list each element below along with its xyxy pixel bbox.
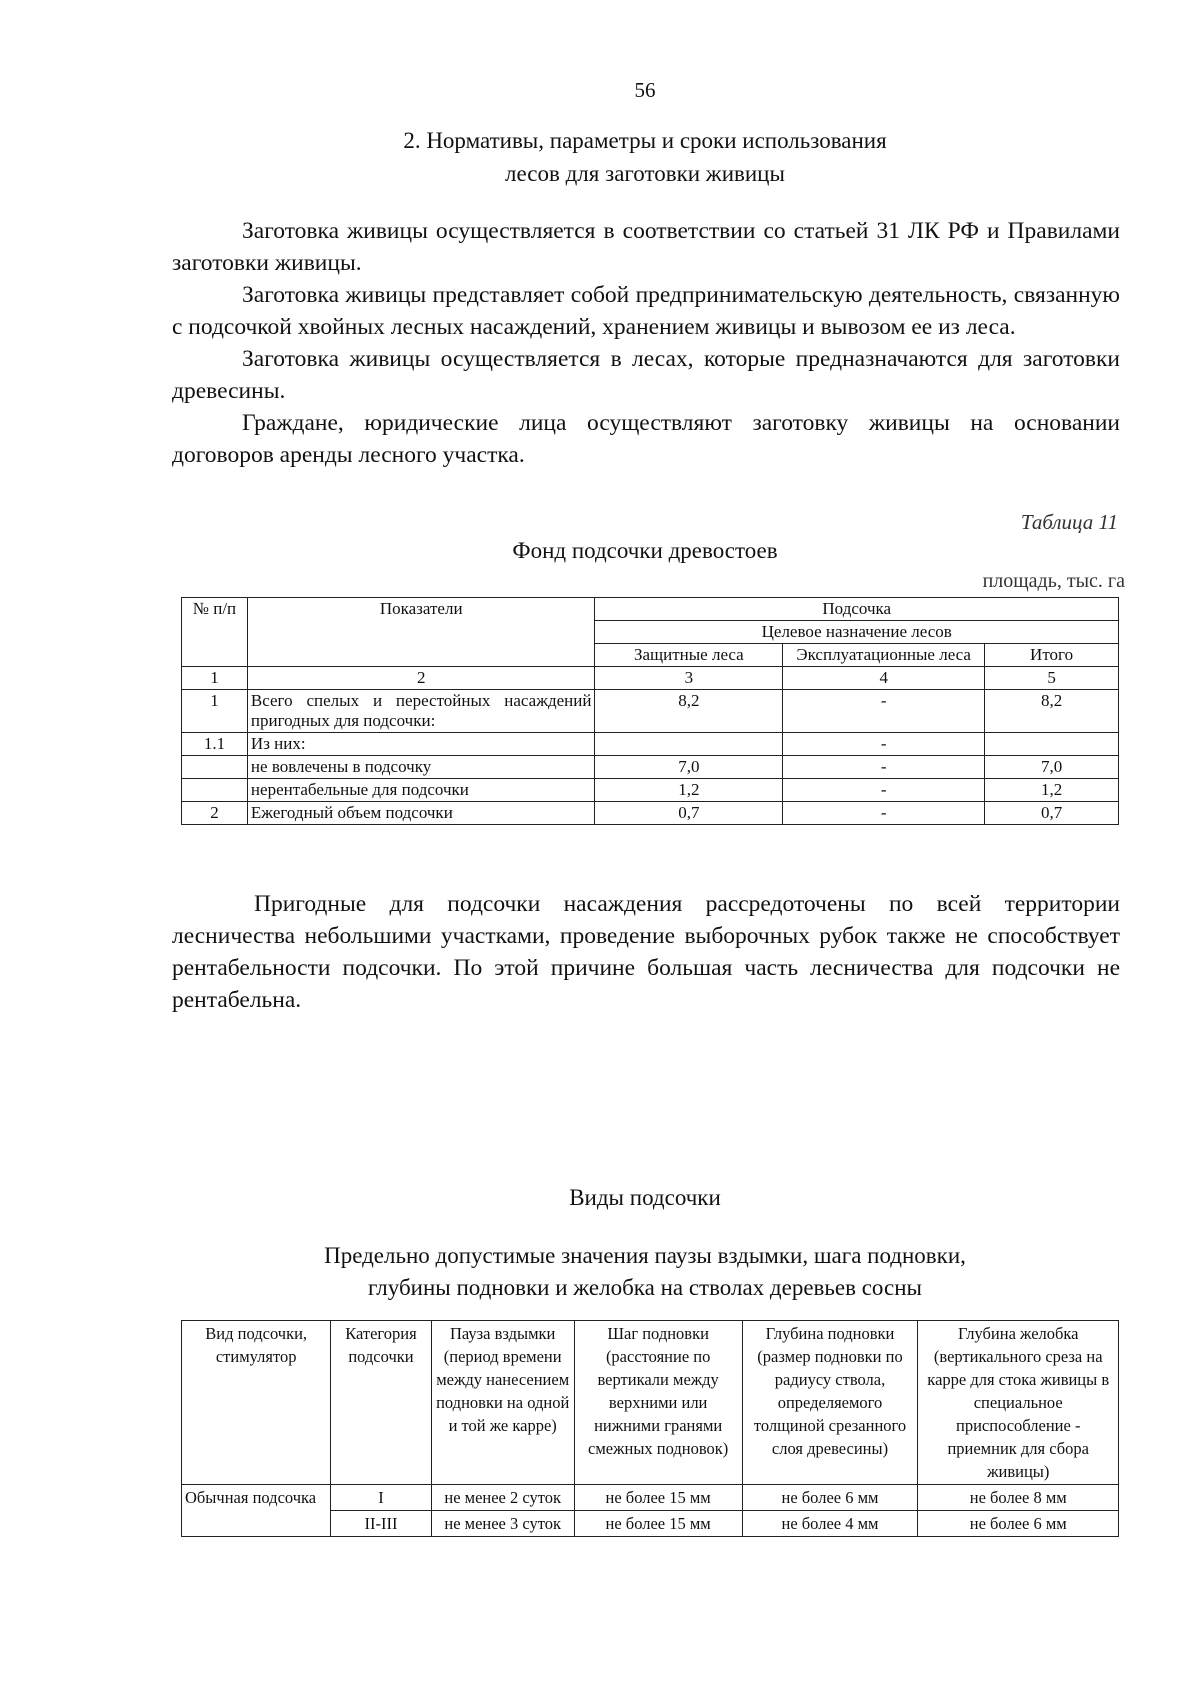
table-title: Фонд подсочки древостоев <box>512 538 778 563</box>
column-number: 1 <box>182 667 248 690</box>
row-name: Всего спелых и перестойных насаждений пригодных для подсочки: <box>247 690 595 733</box>
header-cell: № п/п <box>182 598 248 667</box>
header-cell: Подсочка <box>595 598 1119 621</box>
cell-protective: 0,7 <box>595 802 783 825</box>
row-name: не вовлечены в подсочку <box>247 756 595 779</box>
column-number-row <box>182 667 1119 690</box>
cell-total: 7,0 <box>985 756 1119 779</box>
cell-exploitation: - <box>783 756 985 779</box>
cell-protective: 8,2 <box>595 690 783 733</box>
header-cell: Категория подсочки <box>331 1321 431 1485</box>
header-cell: Глубина желобка (вертикального среза на карре для стока живицы в специальное приспособление - приемник для сбора живицы) <box>918 1321 1119 1485</box>
cell-depth: не более 4 мм <box>742 1511 918 1537</box>
cell-exploitation: - <box>783 802 985 825</box>
header-cell: Эксплуатационные леса <box>783 644 985 667</box>
paragraph: Пригодные для подсочки насаждения рассредоточены по всей территории лесничества небольшими участками, проведение выборочных рубок также не способствует рентабельности подсочки. По этой причине большая часть лесничества для подсочки не рентабельна. <box>172 891 1120 1013</box>
table-row <box>182 756 1119 779</box>
header-cell: Вид подсочки, стимулятор <box>182 1321 331 1485</box>
cell-groove: не более 8 мм <box>918 1485 1119 1511</box>
tapping-norms-table <box>181 1320 1119 1537</box>
header-cell: Шаг подновки (расстояние по вертикали между верхними или нижними гранями смежных подновок) <box>574 1321 742 1485</box>
header-cell: Пауза вздымки (период времени между нанесением подновки на одной и той же карре) <box>431 1321 574 1485</box>
row-name: нерентабельные для подсочки <box>247 779 595 802</box>
section2-subtitle <box>0 1240 1200 1304</box>
cell-pause: не менее 3 суток <box>431 1511 574 1537</box>
cell-protective: 1,2 <box>595 779 783 802</box>
subtitle-line: Предельно допустимые значения паузы вздымки, шага подновки, <box>324 1243 966 1268</box>
table-label: Таблица 11 <box>1020 510 1118 534</box>
paragraph: Заготовка живицы осуществляется в лесах, которые предназначаются для заготовки древесины. <box>172 346 1120 404</box>
row-num <box>182 756 248 779</box>
section-title-line: 2. Нормативы, параметры и сроки использования <box>403 128 887 153</box>
table-row <box>182 1485 1119 1511</box>
header-cell: Итого <box>985 644 1119 667</box>
column-number: 4 <box>783 667 985 690</box>
table-row <box>182 733 1119 756</box>
cell-exploitation: - <box>783 733 985 756</box>
table-row <box>182 802 1119 825</box>
table-row <box>182 779 1119 802</box>
cell-total: 0,7 <box>985 802 1119 825</box>
cell-step: не более 15 мм <box>574 1511 742 1537</box>
resin-fund-table <box>181 597 1119 825</box>
tapping-type: Обычная подсочка <box>182 1485 331 1537</box>
row-num: 1.1 <box>182 733 248 756</box>
paragraph: Заготовка живицы представляет собой предпринимательскую деятельность, связанную с подсочкой хвойных лесных насаждений, хранением живицы и вывозом ее из леса. <box>172 282 1120 340</box>
row-num: 2 <box>182 802 248 825</box>
cell-protective: 7,0 <box>595 756 783 779</box>
section-title-line: лесов для заготовки живицы <box>505 161 785 186</box>
section-title <box>0 124 1200 190</box>
header-row <box>182 1321 1119 1485</box>
row-num: 1 <box>182 690 248 733</box>
cell-category: I <box>331 1485 431 1511</box>
table-row <box>182 690 1119 733</box>
row-name: Ежегодный объем подсочки <box>247 802 595 825</box>
cell-total: 1,2 <box>985 779 1119 802</box>
row-num <box>182 779 248 802</box>
row-name: Из них: <box>247 733 595 756</box>
cell-total <box>985 733 1119 756</box>
intro-paragraphs <box>172 215 1120 471</box>
cell-exploitation: - <box>783 779 985 802</box>
paragraph: Заготовка живицы осуществляется в соответствии со статьей 31 ЛК РФ и Правилами заготовки живицы. <box>172 218 1120 276</box>
table-units: площадь, тыс. га <box>982 570 1125 592</box>
cell-protective <box>595 733 783 756</box>
cell-exploitation: - <box>783 690 985 733</box>
section2-title: Виды подсочки <box>569 1185 721 1210</box>
header-cell: Глубина подновки (размер подновки по радиусу ствола, определяемого толщиной срезанного слоя древесины) <box>742 1321 918 1485</box>
header-cell: Целевое назначение лесов <box>595 621 1119 644</box>
paragraph: Граждане, юридические лица осуществляют заготовку живицы на основании договоров аренды лесного участка. <box>172 410 1120 468</box>
cell-category: II-III <box>331 1511 431 1537</box>
cell-total: 8,2 <box>985 690 1119 733</box>
cell-pause: не менее 2 суток <box>431 1485 574 1511</box>
body-paragraph-block <box>172 888 1120 1016</box>
column-number: 5 <box>985 667 1119 690</box>
cell-depth: не более 6 мм <box>742 1485 918 1511</box>
cell-groove: не более 6 мм <box>918 1511 1119 1537</box>
header-cell: Показатели <box>247 598 595 667</box>
cell-step: не более 15 мм <box>574 1485 742 1511</box>
subtitle-line: глубины подновки и желобка на стволах деревьев сосны <box>368 1275 922 1300</box>
page-number: 56 <box>634 78 656 102</box>
column-number: 3 <box>595 667 783 690</box>
header-cell: Защитные леса <box>595 644 783 667</box>
column-number: 2 <box>247 667 595 690</box>
